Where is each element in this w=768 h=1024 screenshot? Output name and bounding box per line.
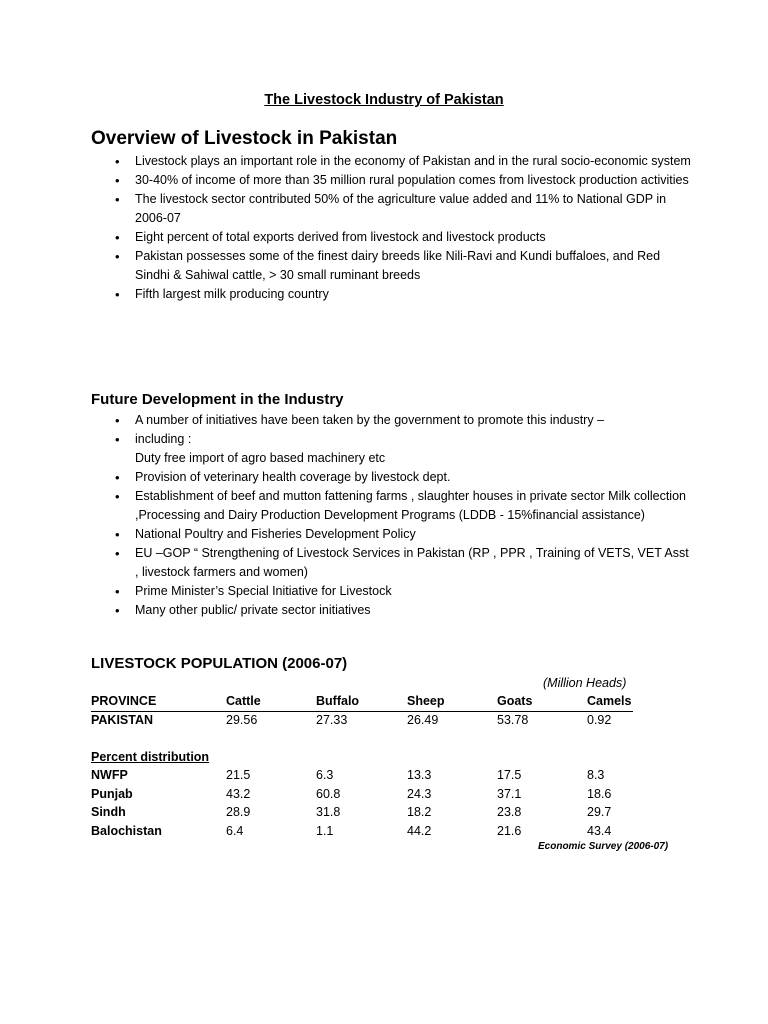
- table-cell: 13.3: [407, 768, 432, 782]
- table-header-row: [91, 694, 633, 712]
- table-cell: 1.1: [316, 823, 334, 838]
- overview-item: • The livestock sector contributed 50% of the agriculture value added and 11% to National GDP in 2006-07: [115, 190, 695, 228]
- table-cell: Camels: [587, 694, 632, 708]
- row-label: PAKISTAN: [91, 713, 154, 727]
- row-label: NWFP: [91, 768, 128, 782]
- table-cell: 0.92: [587, 713, 612, 727]
- overview-item: • 30-40% of income of more than 35 million rural population comes from livestock production activities: [115, 171, 695, 190]
- future-item: • Prime Minister’s Special Initiative for Livestock: [115, 582, 695, 601]
- table-cell: 23.8: [497, 805, 522, 819]
- row-spacer: [91, 732, 651, 750]
- total-row: [91, 713, 651, 732]
- future-item: • Many other public/ private sector initiatives: [115, 601, 695, 620]
- overview-item: • Eight percent of total exports derived from livestock and livestock products: [115, 228, 695, 247]
- future-item: • Provision of veterinary health coverage by livestock dept.: [115, 468, 695, 487]
- table-cell: 37.1: [497, 786, 522, 801]
- table-cell: 18.2: [407, 805, 432, 819]
- row-label: Balochistan: [91, 823, 162, 838]
- future-item: • A number of initiatives have been taken by the government to promote this industry –: [115, 411, 695, 430]
- table-cell: 8.3: [587, 768, 605, 782]
- overview-heading: Overview of Livestock in Pakistan: [91, 128, 398, 149]
- table-cell: Buffalo: [316, 694, 360, 708]
- table-cell: 26.49: [407, 713, 439, 727]
- table-cell: 21.6: [497, 823, 522, 838]
- overview-item: • Livestock plays an important role in the economy of Pakistan and in the rural socio-economic system: [115, 152, 695, 171]
- table-cell: 43.4: [587, 823, 612, 838]
- table-cell: 21.5: [226, 768, 251, 782]
- table-cell: 27.33: [316, 713, 348, 727]
- table-cell: Goats: [497, 694, 533, 708]
- table-cell: 43.2: [226, 786, 251, 801]
- distribution-label-row: [91, 750, 651, 769]
- table-cell: 29.56: [226, 713, 258, 727]
- overview-list: [115, 152, 695, 304]
- overview-item: • Pakistan possesses some of the finest dairy breeds like Nili-Ravi and Kundi buffaloes, and Red Sindhi & Sahiwal cattle, > 30 small ruminant breeds: [115, 247, 695, 285]
- table-cell: 6.3: [316, 768, 334, 782]
- table-cell: 53.78: [497, 713, 529, 727]
- population-table: [91, 694, 651, 842]
- unit-label: (Million Heads): [543, 676, 627, 690]
- table-cell: 28.9: [226, 805, 251, 819]
- table-cell: 60.8: [316, 786, 341, 801]
- source-note: Economic Survey (2006-07): [538, 841, 669, 852]
- future-item: • Establishment of beef and mutton fattening farms , slaughter houses in private sector Milk collection ,Processing and Dairy Production Development Programs (LDDB - 15%financial assistance): [115, 487, 695, 525]
- table-cell: Cattle: [226, 694, 261, 708]
- population-heading: LIVESTOCK POPULATION (2006-07): [91, 655, 348, 672]
- row-label: PROVINCE: [91, 694, 157, 708]
- table-row: [91, 787, 651, 806]
- table-cell: Sheep: [407, 694, 445, 708]
- row-label: Punjab: [91, 786, 133, 801]
- future-item: • National Poultry and Fisheries Development Policy: [115, 525, 695, 544]
- table-row: [91, 768, 651, 787]
- future-list: [115, 411, 695, 620]
- row-label: Sindh: [91, 805, 126, 819]
- overview-item: • Fifth largest milk producing country: [115, 285, 695, 304]
- future-item: • EU –GOP “ Strengthening of Livestock Services in Pakistan (RP , PPR , Training of VETS, VET Asst , livestock farmers and women): [115, 544, 695, 582]
- document-title: The Livestock Industry of Pakistan: [264, 92, 504, 108]
- table-cell: 31.8: [316, 805, 341, 819]
- future-item: Duty free import of agro based machinery etc: [135, 451, 386, 465]
- future-heading: Future Development in the Industry: [91, 391, 344, 408]
- table-row: [91, 824, 651, 843]
- table-cell: 24.3: [407, 786, 432, 801]
- table-cell: 18.6: [587, 786, 612, 801]
- table-cell: 44.2: [407, 823, 432, 838]
- distribution-label: Percent distribution: [91, 749, 210, 764]
- table-row: [91, 805, 651, 824]
- table-cell: 29.7: [587, 805, 612, 819]
- table-cell: 17.5: [497, 768, 522, 782]
- table-cell: 6.4: [226, 823, 244, 838]
- future-item: • including :: [115, 430, 695, 449]
